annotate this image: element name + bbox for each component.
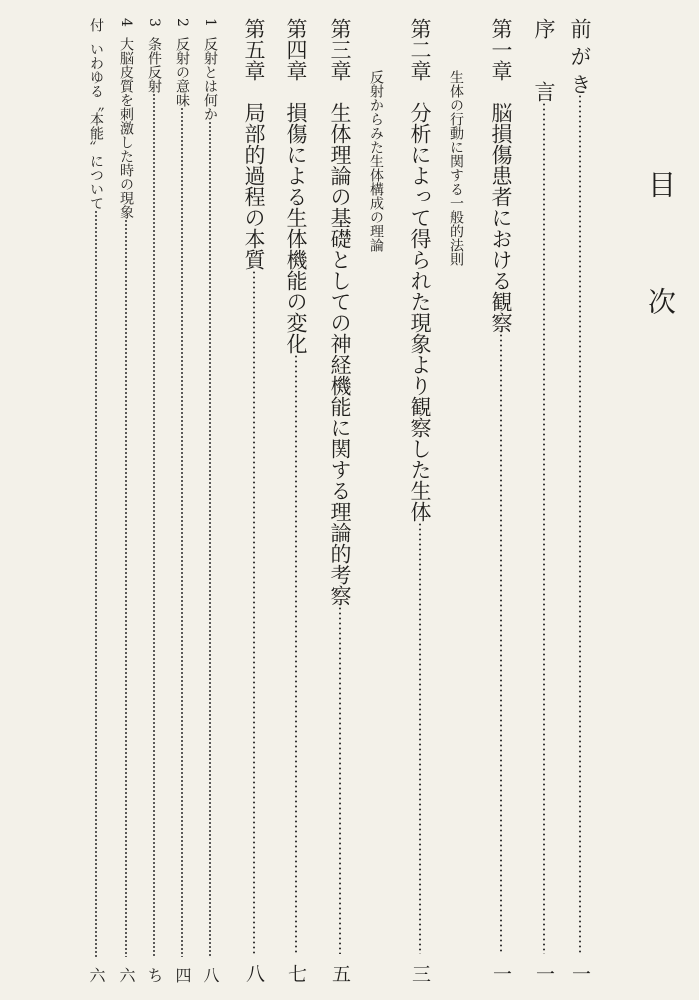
leader-dots bbox=[153, 93, 155, 957]
chapter-3-subtitle: 反射からみた生体構成の理論 bbox=[368, 70, 384, 252]
leader-dots bbox=[339, 606, 341, 954]
toc-entry-chapter-1[interactable] bbox=[481, 18, 521, 983]
entry-page: 七 bbox=[285, 964, 307, 983]
leader-dots bbox=[181, 107, 183, 957]
subentry-number: 4 bbox=[118, 18, 134, 27]
leader-dots bbox=[419, 522, 421, 954]
leader-dots bbox=[125, 219, 127, 957]
entry-page: 一 bbox=[533, 964, 555, 983]
page-title: 目 次 bbox=[644, 170, 677, 355]
toc-entry-maegaki[interactable] bbox=[560, 18, 600, 983]
toc-entry-jogen[interactable] bbox=[524, 18, 564, 983]
subentry-label: 反射とは何か bbox=[202, 36, 218, 121]
subentry-page: 四 bbox=[173, 967, 192, 983]
entry-page: 一 bbox=[490, 964, 512, 983]
entry-label: 第一章 脳損傷患者における観察 bbox=[489, 18, 513, 333]
leader-dots bbox=[95, 210, 97, 957]
subentry-number: 付 bbox=[88, 18, 104, 32]
toc-entry-chapter-2[interactable] bbox=[400, 18, 440, 983]
leader-dots bbox=[579, 94, 581, 954]
entry-label: 第二章 分析によって得られた現象より観察した生体 bbox=[408, 18, 432, 522]
leader-dots bbox=[295, 354, 297, 954]
subentry-number: 1 bbox=[202, 18, 218, 27]
subentry-label: いわゆる〝本能〟について bbox=[88, 42, 104, 210]
toc-entry-chapter-3[interactable] bbox=[320, 18, 360, 983]
leader-dots bbox=[209, 121, 211, 957]
leader-dots bbox=[543, 102, 545, 954]
subentry-label: 大脳皮質を刺激した時の現象 bbox=[118, 36, 134, 219]
entry-page: 一 bbox=[569, 964, 591, 983]
toc-subentry-3[interactable] bbox=[142, 18, 166, 983]
leader-dots bbox=[253, 270, 255, 954]
subentry-page: 八 bbox=[201, 967, 220, 983]
subentry-number: 3 bbox=[146, 18, 162, 27]
entry-label: 第四章 損傷による生体機能の変化 bbox=[284, 18, 308, 354]
subentry-page: 六 bbox=[87, 967, 106, 983]
entry-label: 序 言 bbox=[532, 18, 556, 102]
entry-page: 三 bbox=[409, 964, 431, 983]
toc-entry-chapter-5[interactable] bbox=[234, 18, 274, 983]
toc-entry-chapter-4[interactable] bbox=[276, 18, 316, 983]
entry-page: 八 bbox=[243, 964, 265, 983]
toc-subentry-2[interactable] bbox=[170, 18, 194, 983]
leader-dots bbox=[500, 333, 502, 954]
entry-label: 前 が き bbox=[568, 18, 592, 95]
subentry-number: 2 bbox=[174, 18, 190, 27]
subentry-label: 条件反射 bbox=[146, 36, 162, 93]
chapter-2-subtitle: 生体の行動に関する一般的法則 bbox=[448, 70, 464, 266]
subentry-label: 反射の意味 bbox=[174, 36, 190, 107]
toc-subentry-1[interactable] bbox=[198, 18, 222, 983]
toc-subentry-4[interactable] bbox=[114, 18, 138, 983]
toc-subentry-appendix[interactable] bbox=[84, 18, 108, 983]
entry-page: 五 bbox=[329, 964, 351, 983]
subentry-page: 六 bbox=[117, 967, 136, 983]
entry-label: 第三章 生体理論の基礎としての神経機能に関する理論的考察 bbox=[328, 18, 352, 606]
entry-label: 第五章 局部的過程の本質 bbox=[242, 18, 266, 270]
subentry-page: ち bbox=[145, 967, 164, 983]
